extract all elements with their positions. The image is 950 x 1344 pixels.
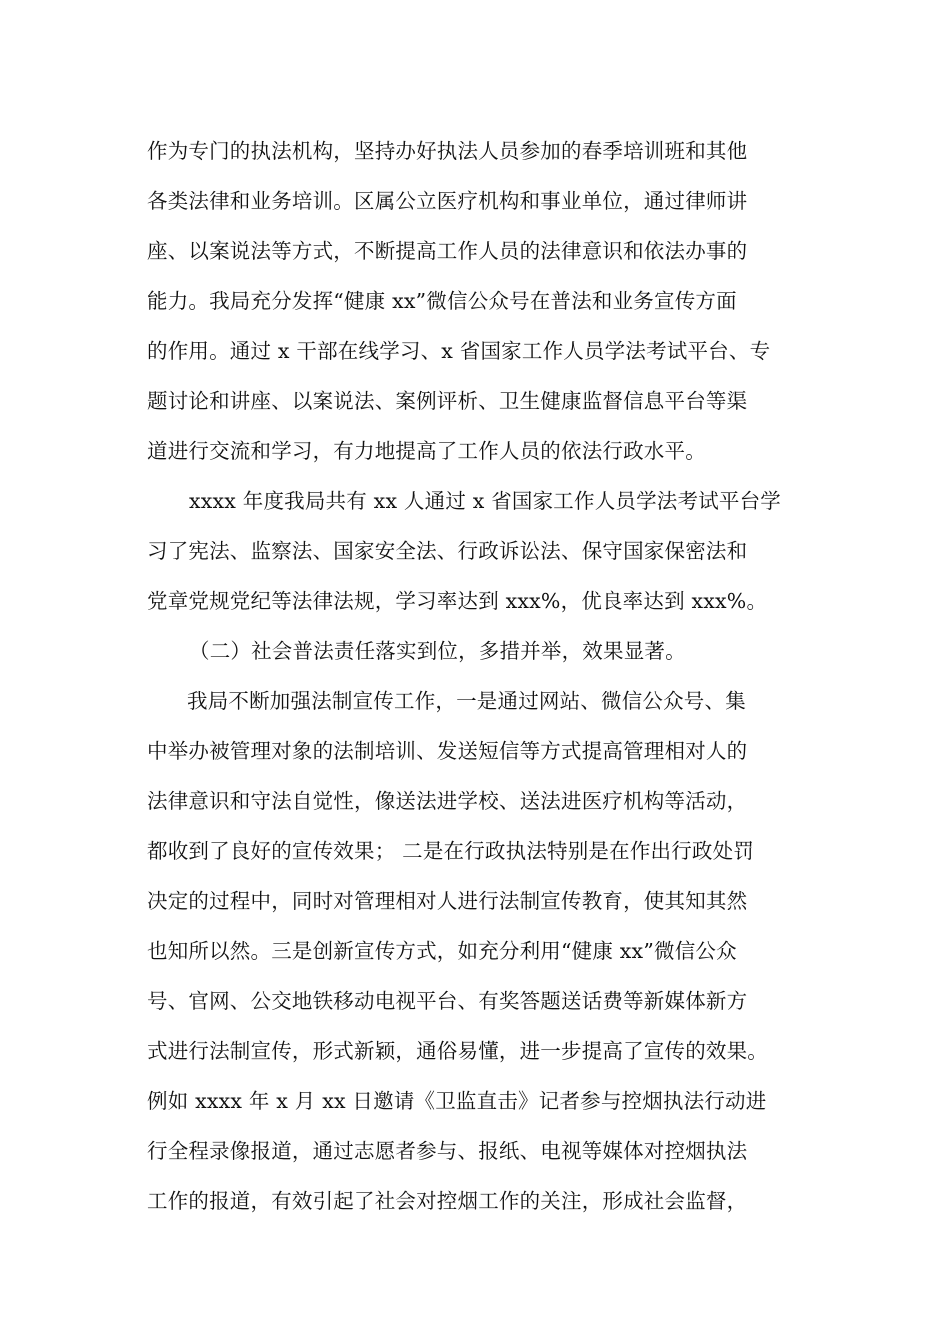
text-line-5: 的作用。通过 x 干部在线学习、x 省国家工作人员学法考试平台、专	[147, 339, 771, 363]
text-line-2: 各类法律和业务培训。区属公立医疗机构和事业单位，通过律师讲	[147, 189, 748, 213]
text-line-15: 都收到了良好的宣传效果； 二是在行政执法特别是在作出行政处罚	[147, 839, 755, 863]
text-line-13: 中举办被管理对象的法制培训、发送短信等方式提高管理相对人的	[147, 739, 748, 763]
text-line-3: 座、以案说法等方式，不断提高工作人员的法律意识和依法办事的	[147, 239, 748, 263]
text-line-8: xxxx 年度我局共有 xx 人通过 x 省国家工作人员学法考试平台学	[189, 489, 782, 513]
document-body	[147, 126, 807, 1226]
section-heading: （二）社会普法责任落实到位，多措并举，效果显著。	[189, 639, 686, 663]
text-line-4: 能力。我局充分发挥“健康 xx”微信公众号在普法和业务宣传方面	[147, 289, 737, 313]
text-line-16: 决定的过程中，同时对管理相对人进行法制宣传教育，使其知其然	[147, 889, 748, 913]
text-line-19: 式进行法制宣传，形式新颖，通俗易懂，进一步提高了宣传的效果。	[147, 1039, 768, 1063]
text-line-21: 行全程录像报道，通过志愿者参与、报纸、电视等媒体对控烟执法	[147, 1139, 748, 1163]
text-line-18: 号、官网、公交地铁移动电视平台、有奖答题送话费等新媒体新方	[147, 989, 748, 1013]
text-line-6: 题讨论和讲座、以案说法、案例评析、卫生健康监督信息平台等渠	[147, 389, 748, 413]
text-line-22: 工作的报道，有效引起了社会对控烟工作的关注，形成社会监督，	[147, 1189, 748, 1213]
text-line-20: 例如 xxxx 年 x 月 xx 日邀请《卫监直击》记者参与控烟执法行动进	[147, 1089, 767, 1113]
text-line-10: 党章党规党纪等法律法规，学习率达到 xxx%，优良率达到 xxx%。	[147, 589, 768, 613]
text-line-17: 也知所以然。三是创新宣传方式，如充分利用“健康 xx”微信公众	[147, 939, 737, 963]
text-line-14: 法律意识和守法自觉性，像送法进学校、送法进医疗机构等活动，	[147, 789, 748, 813]
text-line-1: 作为专门的执法机构，坚持办好执法人员参加的春季培训班和其他	[147, 139, 748, 163]
text-line-7: 道进行交流和学习，有力地提高了工作人员的依法行政水平。	[147, 439, 706, 463]
text-line-12: 我局不断加强法制宣传工作，一是通过网站、微信公众号、集	[187, 689, 746, 713]
text-line-9: 习了宪法、监察法、国家安全法、行政诉讼法、保守国家保密法和	[147, 539, 748, 563]
